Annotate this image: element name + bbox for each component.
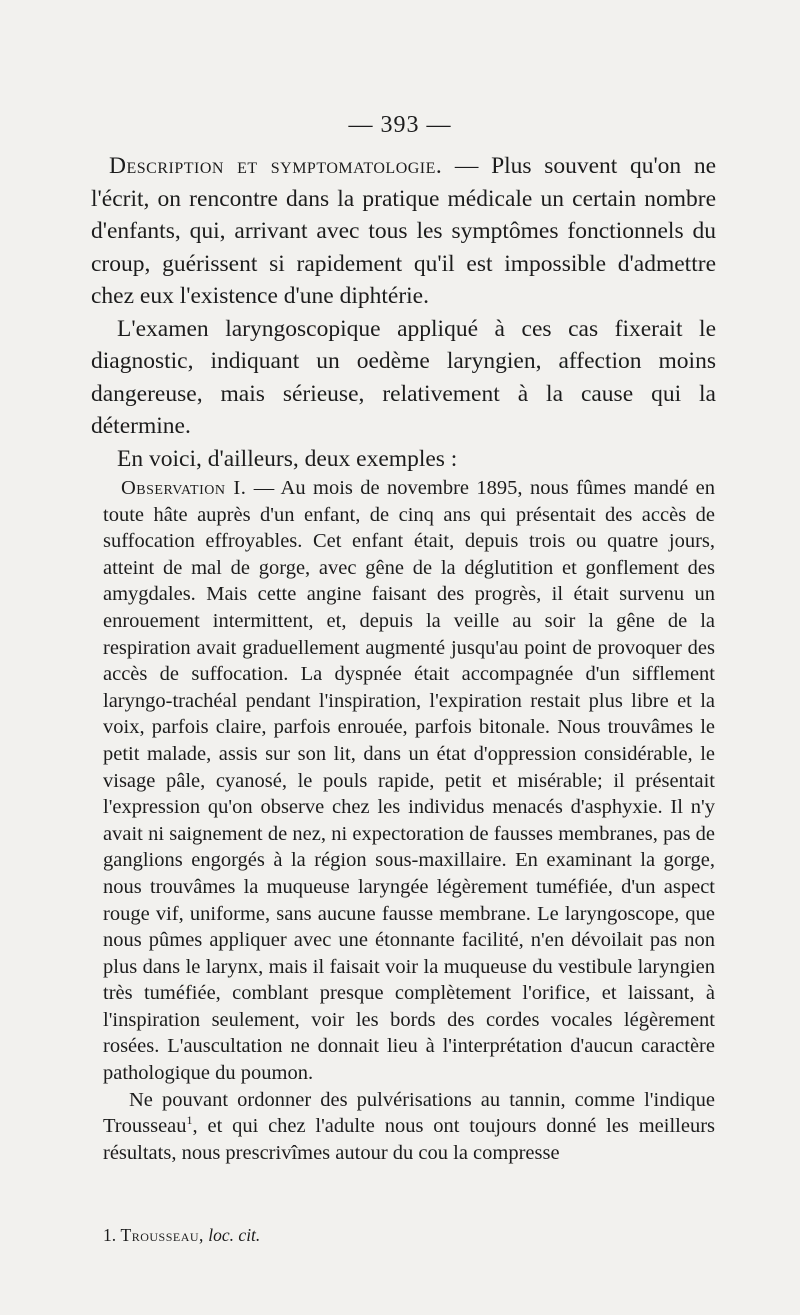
section-text [91,150,716,475]
section-paragraph-1 [91,150,716,313]
observation-body: Au mois de novembre 1895, nous fûmes mandé en toute hâte auprès d'un enfant, de cinq ans qui présentait des accès de suffocation effroyables. Cet enfant était, depuis trois ou quatre jours, atteint de mal de gorge, avec gêne de la déglutition et gonflement des amygdales. Mais cette angine faisant des progrès, il était survenu un enrouement intermittent, et, depuis la veille au soir la gêne de la respiration avait graduellement augmenté jusqu'au point de provoquer des accès de suffocation. La dyspnée était accompagnée d'un sifflement laryngo-trachéal pendant l'inspiration, l'expiration restait plus libre et la voix, parfois claire, parfois enrouée, parfois bitonale. Nous trouvâmes le petit malade, assis sur son lit, dans un état d'oppression considérable, le visage pâle, cyanosé, le pouls rapide, petit et misérable; il présentait l'expression qu'on observe chez les individus menacés d'asphyxie. Il n'y avait ni saignement de nez, ni expectoration de fausses membranes, pas de ganglions engorgés à la région sous-maxillaire. En examinant la gorge, nous trouvâmes la muqueuse laryngée légèrement tuméfiée, d'un aspect rouge vif, uniforme, sans aucune fausse membrane. Le laryngoscope, que nous pûmes appliquer avec une étonnante facilité, n'en dévoilait pas non plus dans le larynx, mais il faisait voir la muqueuse du vestibule laryngien très tuméfiée, comblant presque complètement l'orifice, et laissant, à l'inspiration seulement, voir les bords des cordes vocales légèrement rosées. L'auscultation ne donnait lieu à l'interprétation d'aucun caractère pathologique du poumon. [103,477,715,1085]
observation-continuation [103,1087,715,1167]
section-heading: Description et symptomatologie. [109,153,443,179]
footnote [103,1223,715,1247]
section-paragraph-2: L'examen laryngoscopique appliqué à ces cas fixerait le diagnostic, indiquant un oedème laryngien, affection moins dangereuse, mais sérieuse, relativement à la cause qui la détermine. [91,315,716,439]
continuation-text-1: Ne pouvant ordonner des pulvérisations au tannin, comme l'indique Trousseau [103,1088,715,1138]
footnote-citation: loc. cit. [208,1225,261,1245]
observation-block [103,475,715,1166]
observation-heading: Observation I. [121,477,247,499]
section-heading-dash: — [442,153,492,179]
continuation-text-2: , et qui chez l'adulte nous ont toujours donné les meilleurs résultats, nous prescrivîmes autour du cou la compresse [103,1115,715,1164]
observation-paragraph [103,475,715,1087]
footnote-number: 1. [103,1225,117,1245]
footnote-reference: 1 [186,1113,193,1128]
section-paragraph-3: En voici, d'ailleurs, deux exemples : [117,445,458,472]
section-paragraph-1-text: Plus souvent qu'on ne l'écrit, on rencontre dans la pratique médicale un certain nombre d'enfants, qui, arrivant avec tous les symptômes fonctionnels du croup, guérissent si rapidement qu'il est impossible d'admettre chez eux l'existence d'une diphtérie. [91,153,716,309]
page-number: — 393 — [348,112,452,138]
observation-heading-dash: — [246,477,281,499]
footnote-author: Trousseau, [120,1225,204,1245]
